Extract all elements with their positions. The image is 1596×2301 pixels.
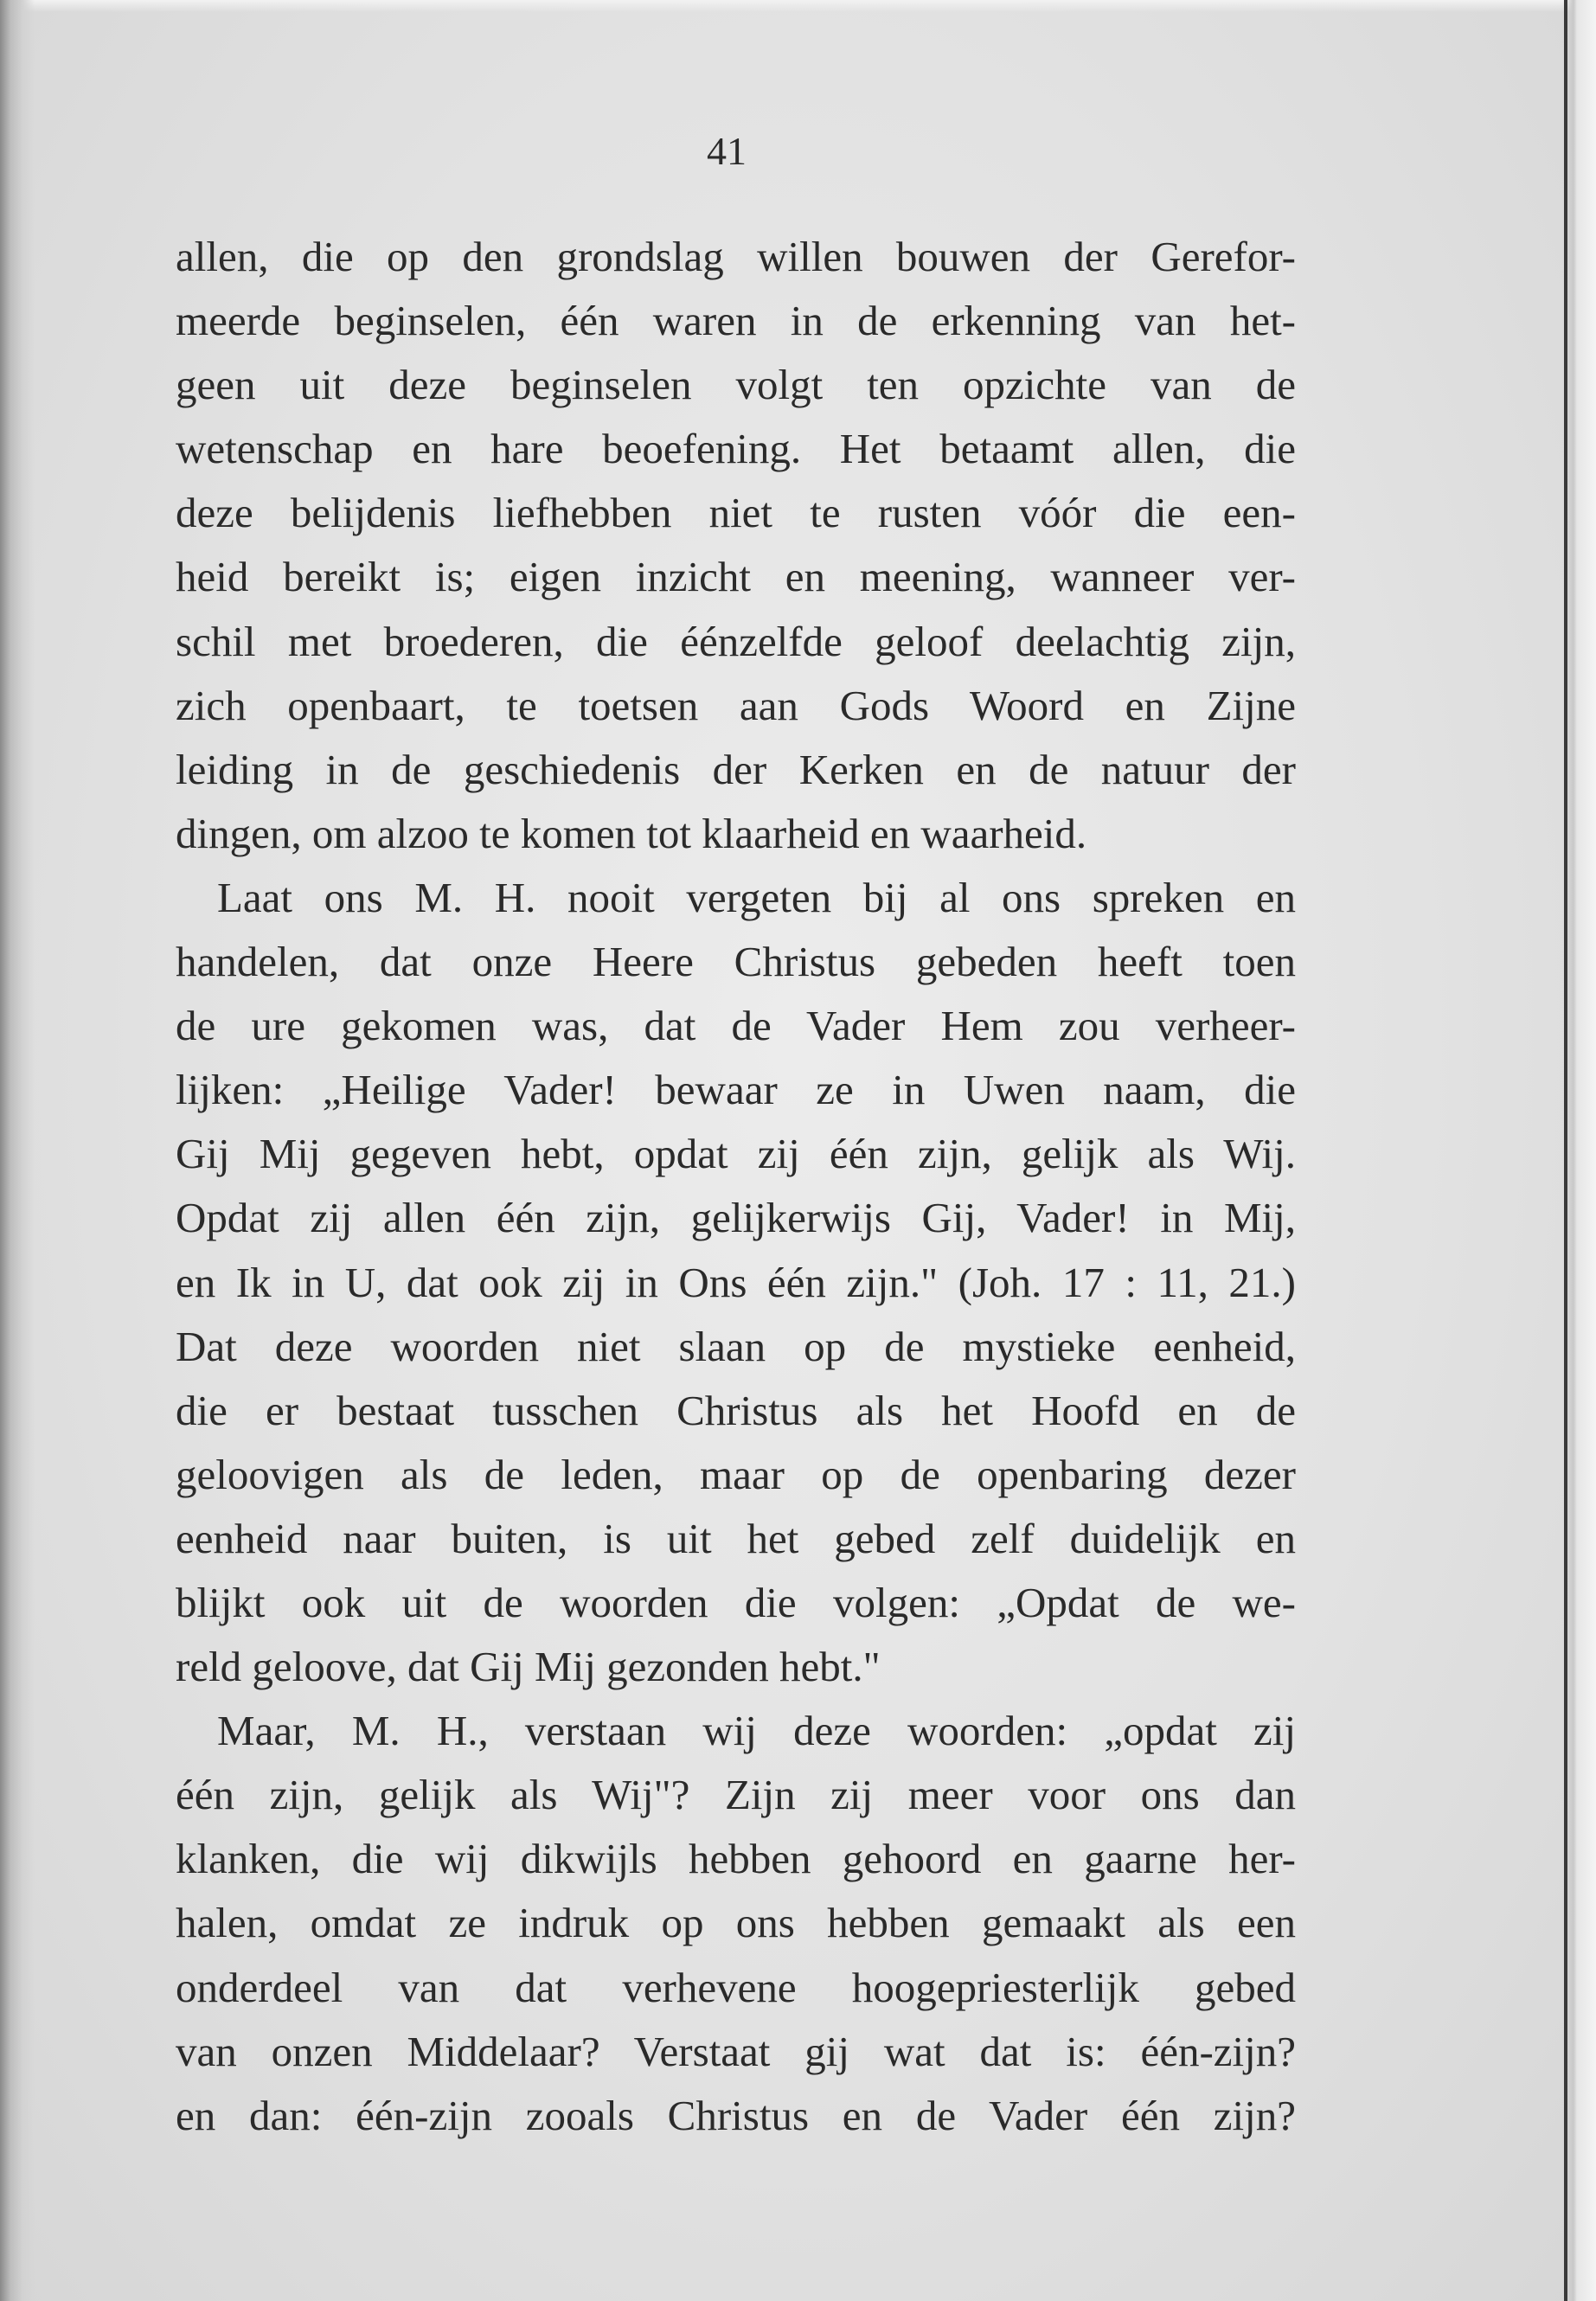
top-edge [0, 0, 1596, 12]
text-line: halen, omdat ze indruk op ons hebben gemaakt als een [176, 1899, 1296, 1947]
text-line: meerde beginselen, één waren in de erkenning van het- [176, 297, 1296, 345]
right-edge-line [1564, 0, 1567, 2301]
text-line: en dan: één-zijn zooals Christus en de Vader één zijn? [176, 2091, 1296, 2139]
text-line: dingen, om alzoo te komen tot klaarheid en waarheid. [176, 809, 1087, 857]
text-line: schil met broederen, die éénzelfde geloof deelachtig zijn, [176, 617, 1296, 665]
right-page-edge [1565, 0, 1596, 2301]
body-text [176, 225, 1296, 2148]
text-line: blijkt ook uit de woorden die volgen: „Opdat de we- [176, 1578, 1296, 1626]
left-binding-shadow [0, 0, 35, 2301]
text-line: lijken: „Heilige Vader! bewaar ze in Uwen naam, die [176, 1066, 1296, 1114]
text-line: deze belijdenis liefhebben niet te rusten vóór die een- [176, 489, 1296, 537]
text-line: Gij Mij gegeven hebt, opdat zij één zijn, gelijk als Wij. [176, 1130, 1296, 1178]
text-line: geloovigen als de leden, maar op de openbaring dezer [176, 1450, 1296, 1498]
text-line: wetenschap en hare beoefening. Het betaamt allen, die [176, 425, 1296, 473]
text-line: allen, die op den grondslag willen bouwen der Gerefor- [176, 233, 1296, 280]
text-line: heid bereikt is; eigen inzicht en meening, wanneer ver- [176, 553, 1296, 601]
text-line: van onzen Middelaar? Verstaat gij wat dat is: één-zijn? [176, 2027, 1296, 2075]
paragraph-start-line: Laat ons M. H. nooit vergeten bij al ons spreken en [217, 873, 1296, 921]
text-line: reld geloove, dat Gij Mij gezonden hebt." [176, 1643, 881, 1691]
text-line: onderdeel van dat verhevene hoogepriesterlijk gebed [176, 1963, 1296, 2011]
text-line: klanken, die wij dikwijls hebben gehoord en gaarne her- [176, 1835, 1296, 1883]
text-line: zich openbaart, te toetsen aan Gods Woord en Zijne [176, 681, 1296, 729]
text-line: eenheid naar buiten, is uit het gebed zelf duidelijk en [176, 1514, 1296, 1562]
text-line: Dat deze woorden niet slaan op de mystieke eenheid, [176, 1322, 1296, 1370]
paragraph-start-line: Maar, M. H., verstaan wij deze woorden: „opdat zij [217, 1707, 1296, 1755]
text-line: en Ik in U, dat ook zij in Ons één zijn." (Joh. 17 : 11, 21.) [176, 1258, 1296, 1306]
text-line: leiding in de geschiedenis der Kerken en de natuur der [176, 745, 1296, 793]
text-line: handelen, dat onze Heere Christus gebeden heeft toen [176, 938, 1296, 986]
text-line: één zijn, gelijk als Wij"? Zijn zij meer voor ons dan [176, 1771, 1296, 1819]
text-line: de ure gekomen was, dat de Vader Hem zou verheer- [176, 1002, 1296, 1050]
text-line: die er bestaat tusschen Christus als het Hoofd en de [176, 1386, 1296, 1434]
text-line: geen uit deze beginselen volgt ten opzichte van de [176, 361, 1296, 409]
page-number: 41 [707, 129, 747, 173]
text-line: Opdat zij allen één zijn, gelijkerwijs Gij, Vader! in Mij, [176, 1194, 1296, 1242]
